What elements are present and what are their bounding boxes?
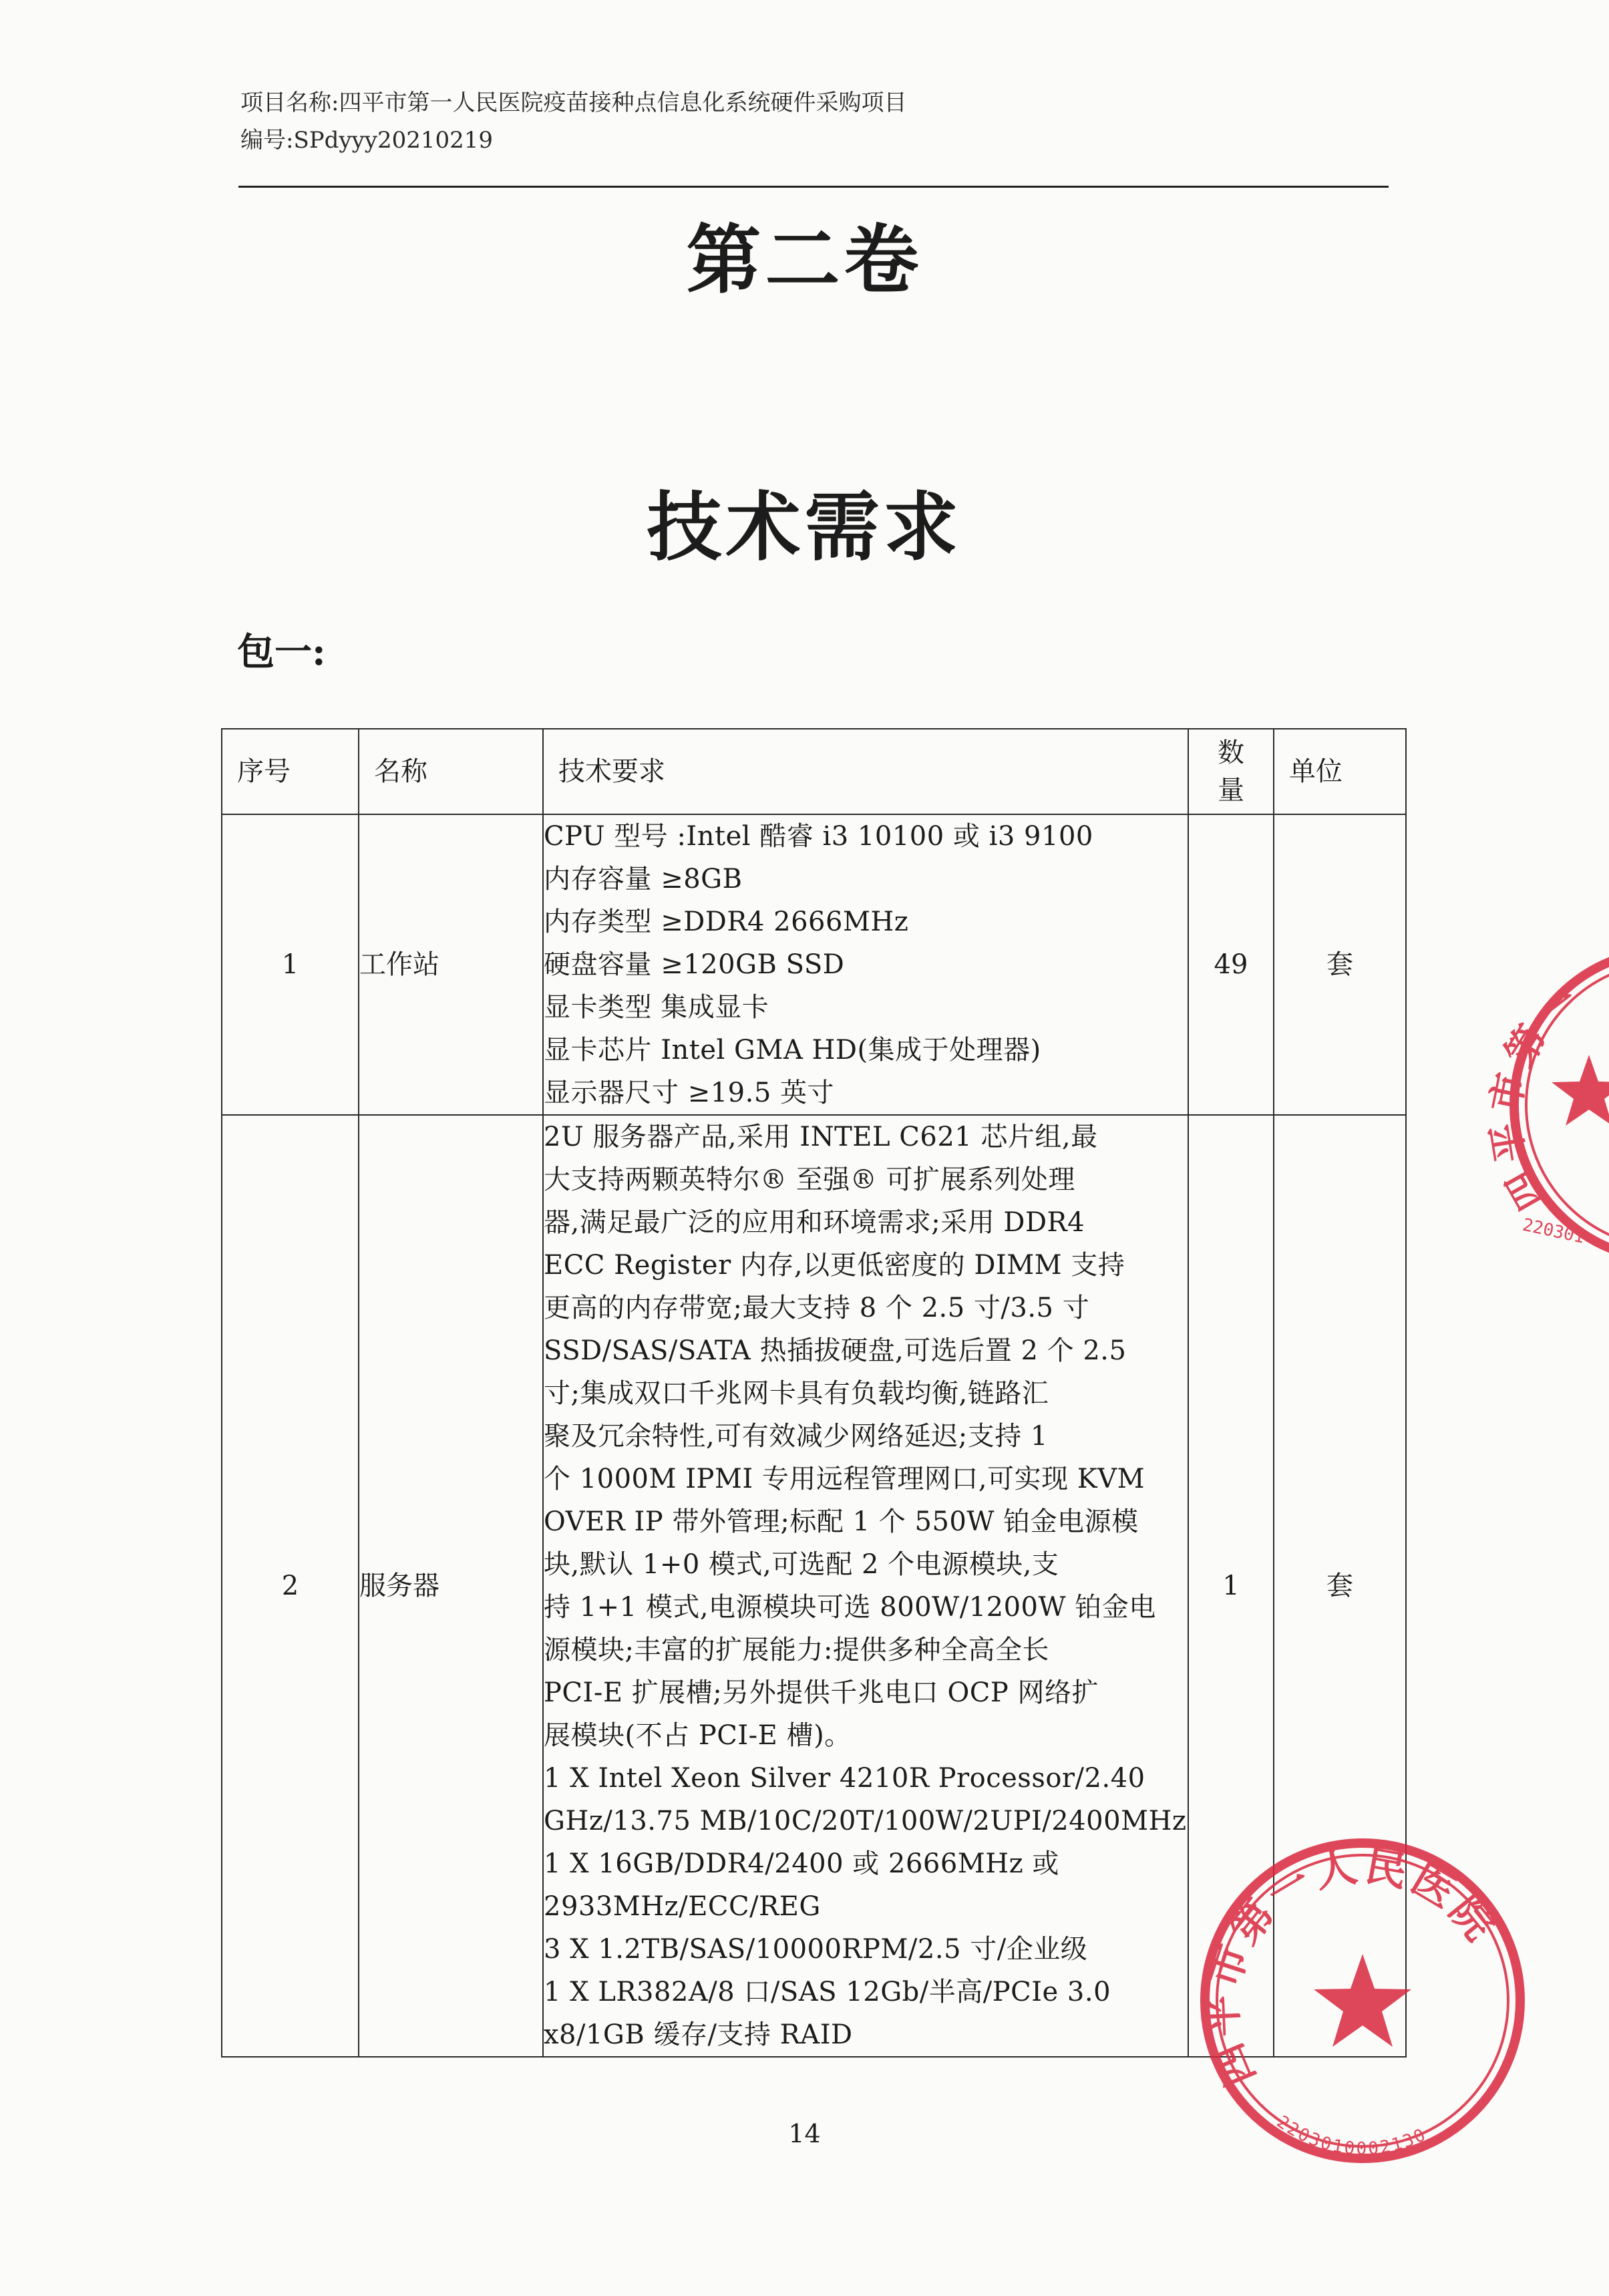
table-row <box>222 814 1406 1115</box>
spec-line: 器,满足最广泛的应用和环境需求;采用 DDR4 <box>544 1207 1085 1238</box>
spec-line: ECC Register 内存,以更低密度的 DIMM 支持 <box>544 1250 1125 1281</box>
partial-seal-code: 220301 <box>1520 1214 1586 1248</box>
spec-line: 内存容量 ≥8GB <box>544 864 743 894</box>
table-header-row <box>222 729 1406 814</box>
spec-line: 持 1+1 模式,电源模块可选 800W/1200W 铂金电 <box>544 1592 1156 1623</box>
package-label: 包一: <box>237 630 326 674</box>
row-spec <box>543 1115 1188 2057</box>
spec-line: 更高的内存带宽;最大支持 8 个 2.5 寸/3.5 寸 <box>544 1293 1090 1323</box>
row-index: 1 <box>222 814 359 1115</box>
spec-line: 个 1000M IPMI 专用远程管理网口,可实现 KVM <box>544 1464 1145 1494</box>
header-name: 名称 <box>359 729 543 814</box>
spec-line: 2U 服务器产品,采用 INTEL C621 芯片组,最 <box>544 1122 1098 1152</box>
header-qty <box>1188 729 1274 814</box>
row-name: 工作站 <box>359 814 543 1115</box>
row-index: 2 <box>222 1115 359 2057</box>
spec-line: 大支持两颗英特尔® 至强® 可扩展系列处理 <box>544 1164 1075 1195</box>
row-qty: 49 <box>1188 814 1274 1115</box>
project-number: 编号:SPdyyy20210219 <box>240 127 494 154</box>
header-spec: 技术要求 <box>543 729 1188 814</box>
row-unit: 套 <box>1274 814 1406 1115</box>
spec-line: OVER IP 带外管理;标配 1 个 550W 铂金电源模 <box>544 1506 1139 1537</box>
spec-line: GHz/13.75 MB/10C/20T/100W/2UPI/2400MHz <box>544 1806 1187 1836</box>
partial-seal-star-icon <box>1552 1055 1609 1126</box>
spec-line: 3 X 1.2TB/SAS/10000RPM/2.5 寸/企业级 <box>544 1934 1088 1965</box>
spec-line: 2933MHz/ECC/REG <box>544 1891 821 1922</box>
spec-line: 1 X 16GB/DDR4/2400 或 2666MHz 或 <box>544 1848 1059 1879</box>
header-qty-line2: 量 <box>1218 775 1244 806</box>
row-qty: 1 <box>1188 1115 1274 2057</box>
volume-title: 第二卷 <box>686 216 923 304</box>
spec-line: 硬盘容量 ≥120GB SSD <box>544 949 845 980</box>
seal-star-icon <box>1314 1954 1411 2047</box>
spec-line: 聚及冗余特性,可有效减少网络延迟;支持 1 <box>544 1421 1048 1452</box>
spec-line: 源模块;丰富的扩展能力:提供多种全高全长 <box>544 1635 1049 1665</box>
seal-text: 四平市第一人民医院 <box>1196 1840 1507 2094</box>
header-index: 序号 <box>222 729 359 814</box>
spec-line: PCI-E 扩展槽;另外提供千兆电口 OCP 网络扩 <box>544 1677 1099 1708</box>
spec-line: 1 X LR382A/8 口/SAS 12Gb/半高/PCIe 3.0 <box>544 1977 1111 2007</box>
spec-line: 内存类型 ≥DDR4 2666MHz <box>544 907 909 937</box>
seal-code: 2203010002130 <box>1272 2112 1431 2160</box>
spec-line: x8/1GB 缓存/支持 RAID <box>544 2019 853 2050</box>
spec-line: 寸;集成双口千兆网卡具有负载均衡,链路汇 <box>544 1378 1049 1409</box>
row-spec <box>543 814 1188 1115</box>
seal-stamp <box>1196 1830 1530 2178</box>
document-title: 技术需求 <box>647 484 962 571</box>
partial-seal-text: 四平市第一 <box>1481 973 1593 1218</box>
page-header <box>240 84 906 159</box>
partial-seal-stamp <box>1449 938 1609 1272</box>
spec-line: SSD/SAS/SATA 热插拔硬盘,可选后置 2 个 2.5 <box>544 1335 1127 1366</box>
spec-line: CPU 型号 :Intel 酷睿 i3 10100 或 i3 9100 <box>544 821 1093 852</box>
spec-line: 显示器尺寸 ≥19.5 英寸 <box>544 1078 835 1108</box>
spec-line: 1 X Intel Xeon Silver 4210R Processor/2.40 <box>544 1763 1145 1794</box>
row-name: 服务器 <box>359 1115 543 2057</box>
spec-line: 展模块(不占 PCI-E 槽)。 <box>544 1720 852 1751</box>
project-name: 项目名称:四平市第一人民医院疫苗接种点信息化系统硬件采购项目 <box>240 90 907 116</box>
header-divider <box>238 186 1389 188</box>
header-unit: 单位 <box>1274 729 1406 814</box>
row-unit: 套 <box>1274 1115 1406 2057</box>
spec-line: 块,默认 1+0 模式,可选配 2 个电源模块,支 <box>544 1549 1059 1580</box>
spec-line: 显卡类型 集成显卡 <box>544 992 769 1023</box>
page-number: 14 <box>788 2119 821 2148</box>
spec-line: 显卡芯片 Intel GMA HD(集成于处理器) <box>544 1035 1041 1065</box>
header-qty-line1: 数 <box>1218 737 1244 768</box>
